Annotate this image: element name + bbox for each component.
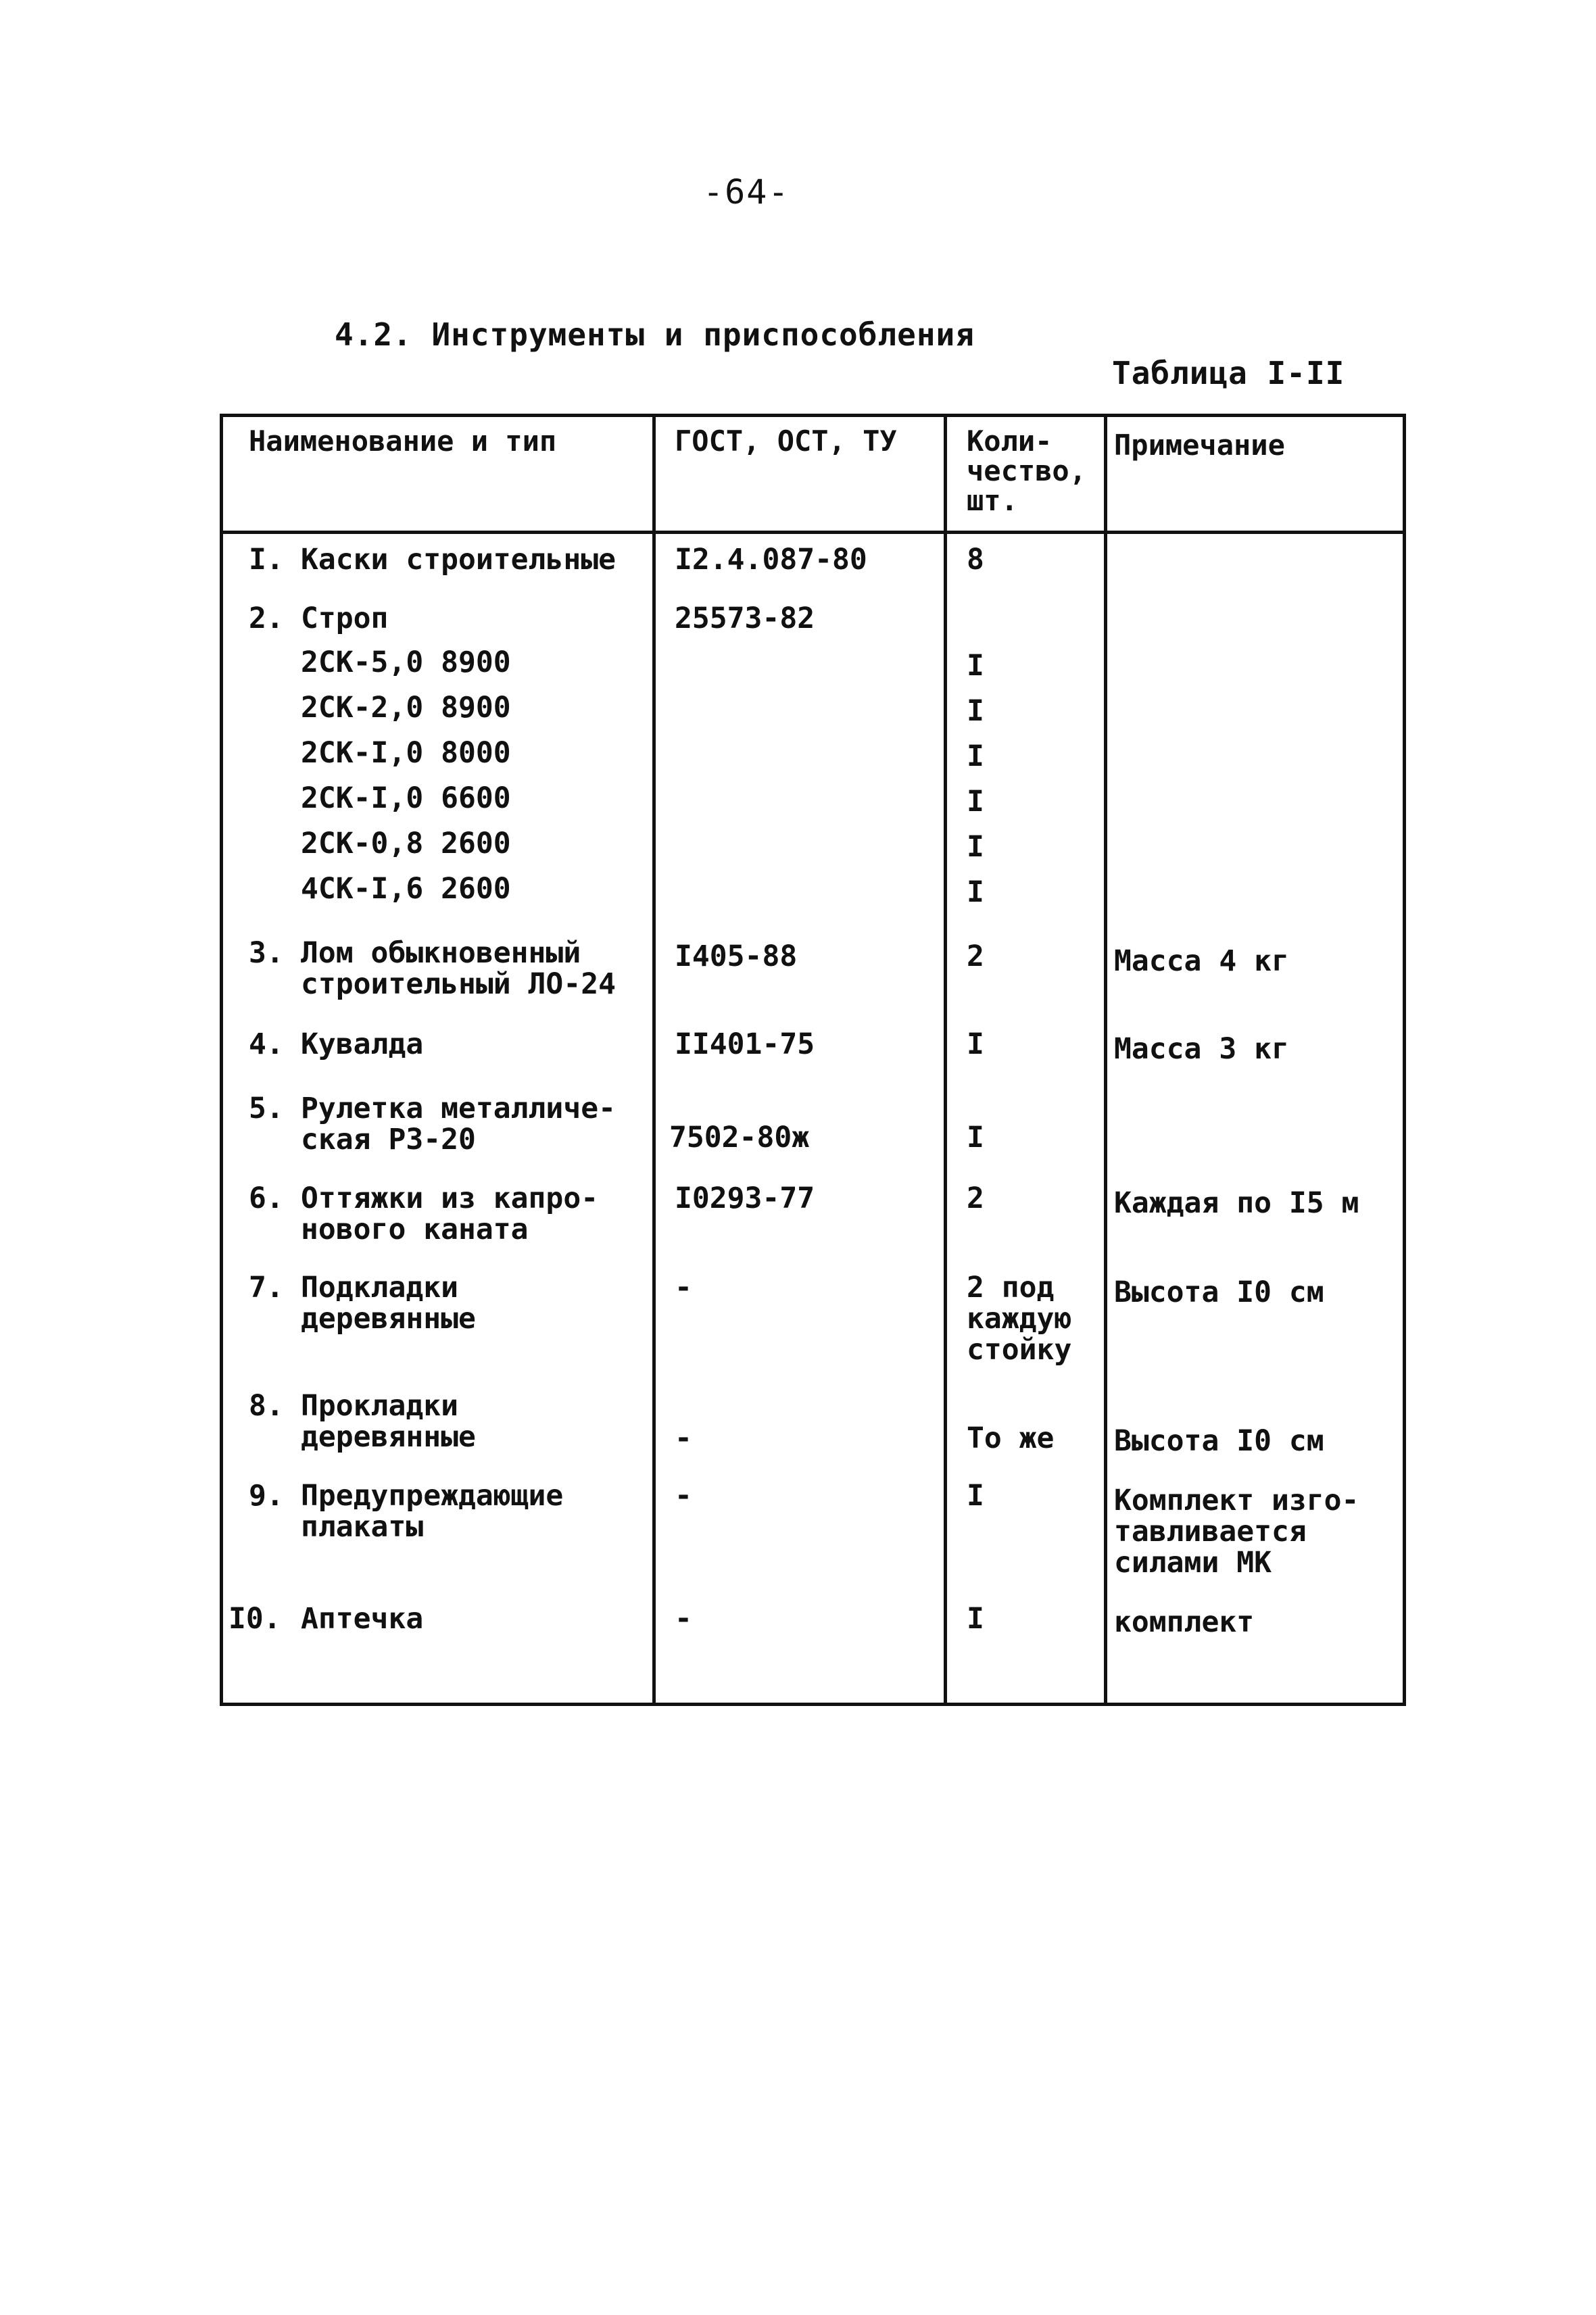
- row-quantity: I: [967, 1602, 984, 1636]
- row-gost: -: [675, 1602, 692, 1636]
- section-title: 4.2. Инструменты и приспособления: [335, 316, 975, 353]
- row-gost: 7502-80ж: [669, 1121, 810, 1154]
- row-number: 4.: [249, 1027, 284, 1061]
- row-name: 4СК-I,6 2600: [301, 872, 511, 906]
- header-note: Примечание: [1114, 429, 1285, 462]
- row-name: 2СК-I,0 6600: [301, 781, 511, 815]
- row-quantity: I: [967, 739, 984, 773]
- row-gost: -: [675, 1421, 692, 1455]
- row-number: I.: [249, 543, 284, 577]
- header-gost: ГОСТ, ОСТ, ТУ: [675, 424, 897, 458]
- column-divider: [944, 417, 947, 1703]
- row-name: Аптечка: [301, 1602, 424, 1636]
- row-name: Оттяжки из капро- нового каната: [301, 1181, 599, 1246]
- row-note: Комплект изго- тавливается силами МК: [1114, 1484, 1359, 1580]
- row-note: Высота I0 см: [1114, 1275, 1324, 1309]
- row-number: I0.: [228, 1602, 281, 1636]
- header-name: Наименование и тип: [249, 424, 557, 458]
- row-note: комплект: [1114, 1605, 1255, 1639]
- row-quantity: То же: [967, 1421, 1055, 1455]
- row-quantity: 2: [967, 940, 984, 973]
- row-quantity: 8: [967, 543, 984, 577]
- row-gost: I405-88: [675, 940, 798, 973]
- row-quantity: I: [967, 875, 984, 909]
- row-note: Каждая по I5 м: [1114, 1186, 1359, 1220]
- column-divider: [652, 417, 656, 1703]
- row-name: Лом обыкновенный строительный ЛО-24: [301, 936, 616, 1001]
- row-gost: -: [675, 1479, 692, 1513]
- row-name: Кувалда: [301, 1027, 424, 1061]
- row-quantity: I: [967, 830, 984, 864]
- row-number: 2.: [249, 602, 284, 635]
- row-number: 9.: [249, 1479, 284, 1513]
- row-number: 3.: [249, 936, 284, 970]
- header-divider: [223, 531, 1403, 534]
- row-name: Предупреждающие плакаты: [301, 1479, 564, 1544]
- row-quantity: I: [967, 1479, 984, 1513]
- row-gost: -: [675, 1271, 692, 1305]
- row-number: 8.: [249, 1389, 284, 1423]
- row-number: 5.: [249, 1092, 284, 1125]
- row-name: Каски строительные: [301, 543, 616, 577]
- row-note: Высота I0 см: [1114, 1424, 1324, 1458]
- row-gost: I0293-77: [675, 1181, 815, 1215]
- row-name: 2СК-I,0 8000: [301, 736, 511, 770]
- row-quantity: I: [967, 785, 984, 819]
- row-number: 7.: [249, 1271, 284, 1305]
- row-quantity: 2: [967, 1181, 984, 1215]
- page-number: -64-: [703, 172, 790, 212]
- row-name: Подкладки деревянные: [301, 1271, 476, 1336]
- row-name: Прокладки деревянные: [301, 1389, 476, 1454]
- header-quantity: Коли- чество, шт.: [967, 424, 1087, 517]
- row-name: 2СК-2,0 8900: [301, 691, 511, 725]
- row-note: Масса 3 кг: [1114, 1032, 1289, 1066]
- row-quantity: I: [967, 1027, 984, 1061]
- row-gost: II401-75: [675, 1027, 815, 1061]
- row-name: Строп: [301, 602, 389, 635]
- equipment-table: [220, 414, 1406, 1706]
- row-name: 2СК-0,8 2600: [301, 827, 511, 860]
- row-quantity: 2 под каждую стойку: [967, 1271, 1072, 1367]
- row-number: 6.: [249, 1181, 284, 1215]
- row-name: Рулетка металличе- ская РЗ-20: [301, 1092, 616, 1156]
- row-name: 2СК-5,0 8900: [301, 645, 511, 679]
- row-gost: I2.4.087-80: [675, 543, 867, 577]
- row-quantity: I: [967, 694, 984, 728]
- table-label: Таблица I-II: [1112, 355, 1345, 391]
- row-quantity: I: [967, 649, 984, 683]
- column-divider: [1104, 417, 1107, 1703]
- row-note: Масса 4 кг: [1114, 944, 1289, 978]
- row-gost: 25573-82: [675, 602, 815, 635]
- row-quantity: I: [967, 1121, 984, 1154]
